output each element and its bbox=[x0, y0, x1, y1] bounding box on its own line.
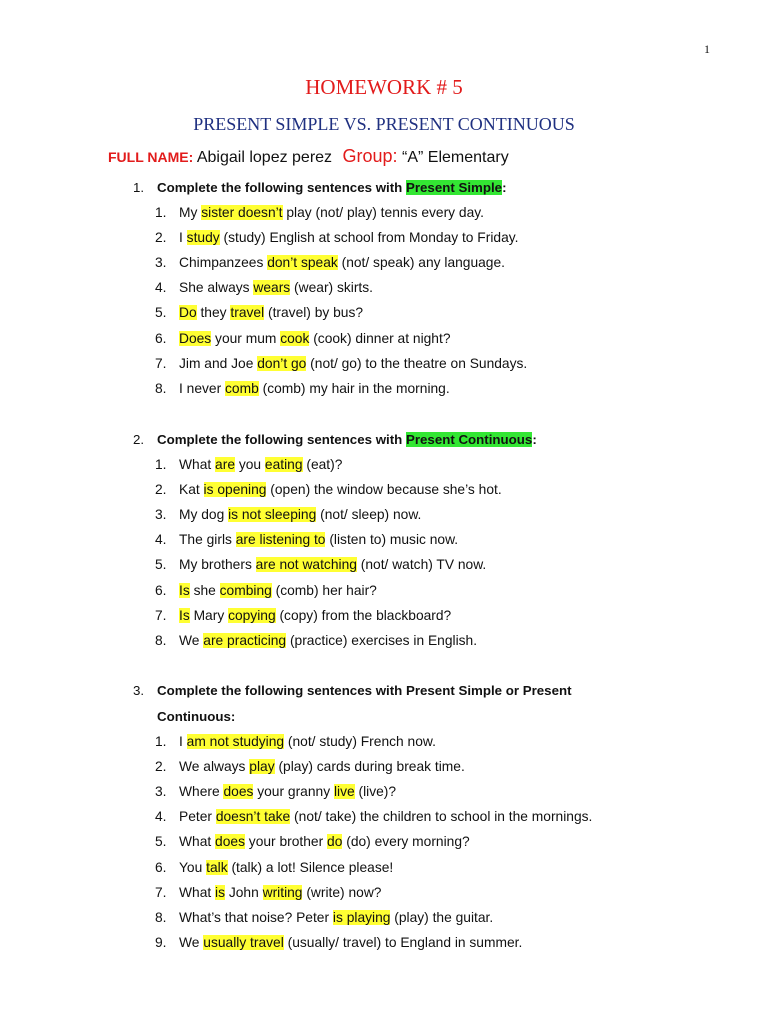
item-text: (not/ sleep) now. bbox=[316, 507, 422, 523]
item-text: your granny bbox=[253, 784, 334, 800]
heading-highlight: Present Continuous bbox=[405, 432, 533, 447]
item-text: (comb) my hair in the morning. bbox=[258, 380, 450, 396]
answer-highlight: comb bbox=[225, 380, 259, 396]
item-number: 5. bbox=[155, 305, 167, 321]
exercise-item bbox=[155, 556, 486, 574]
group-colon: : bbox=[392, 146, 398, 166]
exercise-item bbox=[155, 884, 381, 902]
exercise-item bbox=[155, 330, 451, 348]
answer-highlight: doesn’t take bbox=[215, 809, 291, 825]
item-text: (practice) exercises in English. bbox=[286, 632, 478, 648]
item-text: We bbox=[179, 934, 204, 950]
item-text: (eat)? bbox=[302, 457, 343, 472]
item-number: 2. bbox=[155, 230, 167, 246]
document-subtitle: PRESENT SIMPLE VS. PRESENT CONTINUOUS bbox=[193, 114, 575, 134]
exercise-item bbox=[155, 456, 342, 474]
item-text: Jim and Joe bbox=[179, 355, 258, 371]
item-text: What bbox=[179, 884, 216, 900]
answer-highlight: is not sleeping bbox=[228, 507, 317, 523]
item-number: 8. bbox=[155, 632, 167, 648]
full-name-value: Abigail lopez perez bbox=[196, 149, 333, 166]
exercise-item bbox=[155, 304, 363, 322]
item-text: (do) every morning? bbox=[342, 834, 470, 850]
item-text: (talk) a lot! Silence please! bbox=[227, 859, 394, 875]
answer-highlight: do bbox=[327, 834, 343, 850]
item-text: I bbox=[179, 230, 187, 246]
item-number: 1. bbox=[155, 457, 167, 472]
answer-highlight: Is bbox=[179, 607, 190, 623]
answer-highlight: am not studying bbox=[186, 734, 285, 749]
item-number: 4. bbox=[155, 532, 167, 548]
answer-highlight: talk bbox=[206, 859, 228, 875]
exercise-item bbox=[155, 582, 377, 600]
item-text: play (not/ play) tennis every day. bbox=[282, 205, 484, 220]
exercise-item bbox=[155, 808, 592, 826]
item-number: 5. bbox=[155, 557, 167, 573]
answer-highlight: live bbox=[333, 784, 355, 800]
section-heading-text bbox=[157, 432, 537, 447]
exercise-item bbox=[155, 254, 505, 272]
item-number: 3. bbox=[155, 784, 167, 800]
section-3-heading-continued: Continuous: bbox=[157, 709, 236, 724]
item-text: (not/ go) to the theatre on Sundays. bbox=[306, 355, 528, 371]
item-number: 8. bbox=[155, 909, 167, 925]
item-text: (cook) dinner at night? bbox=[309, 330, 451, 346]
answer-highlight: study bbox=[186, 230, 220, 246]
item-text: (wear) skirts. bbox=[290, 280, 373, 296]
item-text: Kat bbox=[179, 482, 204, 498]
item-text: (listen to) music now. bbox=[325, 532, 459, 548]
item-text: (not/ take) the children to school in the mornings. bbox=[290, 809, 593, 825]
item-text: We bbox=[179, 632, 204, 648]
exercise-item bbox=[155, 355, 527, 373]
exercise-item bbox=[155, 229, 518, 247]
item-text: (play) cards during break time. bbox=[274, 759, 465, 775]
answer-highlight: copying bbox=[228, 607, 276, 623]
exercise-item bbox=[155, 506, 421, 524]
answer-highlight: are not watching bbox=[255, 557, 357, 573]
exercise-item bbox=[155, 758, 465, 776]
group-value: “A” Elementary bbox=[402, 149, 509, 166]
item-text: (study) English at school from Monday to Friday. bbox=[219, 230, 519, 246]
item-number: 6. bbox=[155, 859, 167, 875]
exercise-item bbox=[155, 783, 396, 801]
item-text: (open) the window because she’s hot. bbox=[266, 482, 502, 498]
answer-highlight: cook bbox=[280, 330, 310, 346]
section-number: 3. bbox=[133, 683, 145, 698]
answer-highlight: eating bbox=[264, 457, 303, 472]
answer-highlight: don’t speak bbox=[267, 255, 338, 271]
item-number: 4. bbox=[155, 809, 167, 825]
exercise-item bbox=[155, 531, 458, 549]
heading-highlight: Present Simple bbox=[405, 180, 503, 195]
heading-text: Complete the following sentences with bbox=[157, 432, 406, 447]
exercise-item bbox=[155, 833, 470, 851]
item-number: 7. bbox=[155, 884, 167, 900]
document-title: HOMEWORK # 5 bbox=[305, 75, 463, 99]
exercise-item bbox=[155, 380, 450, 398]
answer-highlight: play bbox=[249, 759, 275, 775]
page-number: 1 bbox=[704, 42, 710, 56]
answer-highlight: wears bbox=[253, 280, 291, 296]
item-number: 1. bbox=[155, 734, 167, 749]
item-text: What bbox=[179, 457, 216, 472]
answer-highlight: are practicing bbox=[203, 632, 287, 648]
item-text: your mum bbox=[211, 330, 281, 346]
item-text: My brothers bbox=[179, 557, 256, 573]
item-number: 9. bbox=[155, 934, 167, 950]
item-text: (comb) her hair? bbox=[271, 582, 377, 598]
item-text: (write) now? bbox=[302, 884, 382, 900]
item-text: I never bbox=[179, 380, 226, 396]
section-number: 1. bbox=[133, 180, 145, 195]
item-number: 3. bbox=[155, 507, 167, 523]
item-text: (live)? bbox=[354, 784, 397, 800]
answer-highlight: Do bbox=[179, 305, 197, 321]
heading-colon: : bbox=[502, 180, 507, 195]
item-text: We always bbox=[179, 759, 250, 775]
item-text: she bbox=[189, 582, 220, 598]
item-number: 4. bbox=[155, 280, 167, 296]
item-text: (not/ speak) any language. bbox=[337, 255, 505, 271]
item-text: (copy) from the blackboard? bbox=[275, 607, 452, 623]
item-number: 7. bbox=[155, 355, 167, 371]
answer-highlight: are listening to bbox=[235, 532, 326, 548]
item-text: You bbox=[179, 859, 207, 875]
answer-highlight: is opening bbox=[203, 482, 267, 498]
item-number: 5. bbox=[155, 834, 167, 850]
answer-highlight: usually travel bbox=[203, 934, 284, 950]
item-text: you bbox=[235, 457, 265, 472]
answer-highlight: travel bbox=[230, 305, 265, 321]
exercise-item bbox=[155, 934, 522, 952]
item-number: 7. bbox=[155, 607, 167, 623]
answer-highlight: is bbox=[215, 884, 226, 900]
exercise-item bbox=[155, 279, 373, 297]
item-text: What bbox=[179, 834, 216, 850]
item-text: (play) the guitar. bbox=[390, 909, 494, 925]
answer-highlight: don’t go bbox=[257, 355, 307, 371]
item-text: What’s that noise? Peter bbox=[179, 909, 333, 925]
exercise-item bbox=[155, 733, 436, 751]
item-number: 1. bbox=[155, 205, 167, 220]
heading-text: Complete the following sentences with bbox=[157, 180, 406, 195]
answer-highlight: Does bbox=[179, 330, 212, 346]
exercise-item bbox=[155, 632, 477, 650]
item-text: My dog bbox=[179, 507, 229, 523]
exercise-item bbox=[155, 481, 502, 499]
item-text: Where bbox=[179, 784, 224, 800]
item-text: My bbox=[179, 205, 202, 220]
exercise-item bbox=[155, 607, 451, 625]
item-number: 6. bbox=[155, 582, 167, 598]
section-heading-text: Complete the following sentences with Present Simple or Present bbox=[157, 683, 572, 698]
item-number: 6. bbox=[155, 330, 167, 346]
item-text: The girls bbox=[179, 532, 236, 548]
item-text: (not/ watch) TV now. bbox=[356, 557, 487, 573]
full-name-label: FULL NAME bbox=[108, 149, 189, 165]
heading-colon: : bbox=[532, 432, 537, 447]
item-number: 8. bbox=[155, 380, 167, 396]
section-number: 2. bbox=[133, 432, 145, 447]
exercise-item bbox=[155, 204, 484, 222]
item-text: John bbox=[225, 884, 263, 900]
answer-highlight: does bbox=[215, 834, 245, 850]
answer-highlight: combing bbox=[219, 582, 272, 598]
exercise-item bbox=[155, 859, 393, 877]
answer-highlight: writing bbox=[262, 884, 303, 900]
student-info-line bbox=[108, 146, 509, 167]
item-text: She always bbox=[179, 280, 254, 296]
group-label: Group bbox=[342, 146, 393, 166]
answer-highlight: is playing bbox=[332, 909, 391, 925]
item-text: your brother bbox=[244, 834, 328, 850]
answer-highlight: sister doesn’t bbox=[201, 205, 283, 220]
item-text: Mary bbox=[189, 607, 229, 623]
item-text: (travel) by bus? bbox=[264, 305, 364, 321]
item-number: 3. bbox=[155, 255, 167, 271]
exercise-item bbox=[155, 909, 493, 927]
answer-highlight: Is bbox=[179, 582, 190, 598]
item-text: Chimpanzees bbox=[179, 255, 268, 271]
item-text: Peter bbox=[179, 809, 216, 825]
full-name-colon: : bbox=[188, 149, 194, 165]
item-text: (not/ study) French now. bbox=[284, 734, 436, 749]
section-heading-text bbox=[157, 180, 507, 195]
item-number: 2. bbox=[155, 759, 167, 775]
item-text: I bbox=[179, 734, 187, 749]
item-text: (usually/ travel) to England in summer. bbox=[283, 934, 523, 950]
item-number: 2. bbox=[155, 482, 167, 498]
answer-highlight: are bbox=[215, 457, 235, 472]
answer-highlight: does bbox=[223, 784, 254, 800]
item-text: they bbox=[196, 305, 231, 321]
